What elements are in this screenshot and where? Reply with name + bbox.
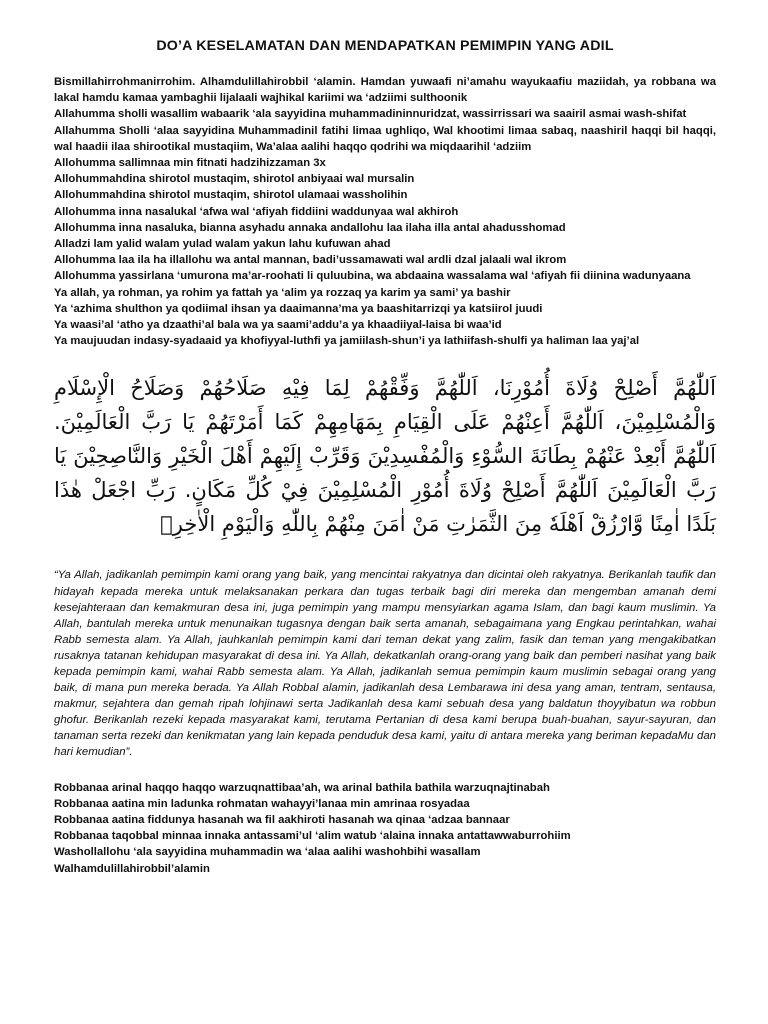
opening-prayers (54, 74, 716, 349)
closing-line: Robbanaa arinal haqqo haqqo warzuqnattibaa’ah, wa arinal bathila bathila warzuqnajtinabah (54, 781, 550, 794)
translation-paragraph: “Ya Allah, jadikanlah pemimpin kami orang yang baik, yang mencintai rakyatnya dan dicintai oleh rakyatnya. Berikanlah taufik dan hidayah kepada mereka untuk melaksanakan perkara dan tugas terbaik bagi diri mereka dan mengemban amanah demi kesejahteraan dan kemakmuran desa ini, juga pemimpin yang mampu mensyiarkan agama Islam, dan bagi kaum muslimin. Ya Allah, bantulah mereka untuk menunaikan tugasnya dengan baik serta amanah, sebagaimana yang Engkau perintahkan, wahai Rabb semesta alam. Ya Allah, jauhkanlah pemimpin kami dari teman dekat yang zalim, fasik dan teman yang mengakibatkan rusaknya tatanan kehidupan masyarakat di desa ini. Ya Allah, dekatkanlah orang-orang yang baik dan pemberi nasihat yang baik kepada pemimpin kami, wahai Rabb semesta alam. Ya Allah, jadikanlah semua pemimpin kaum muslimin sebagai orang yang baik, di mana pun mereka berada. Ya Allah Robbal alamin, jadikanlah desa Lembarawa ini desa yang aman, tentram, sentausa, makmur, sejahtera dan gemah ripah lohjinawi serta Jadikanlah desa kami sebuah desa yang baldatun thoyyibatun wa robbun ghofur. Berikanlah rezeki kepada masyarakat kami, terutama Pertanian di desa kami berupa buah-buahan, sayur-sayuran, dan tanaman serta rezeki dan kenikmatan yang lain kepada penduduk desa kami, yaitu di antara mereka yang beriman kepadaMu dan hari kemudian”. (54, 569, 716, 759)
closing-prayers (54, 780, 716, 877)
prayer-line: Ya maujuudan indasy-syadaaid ya khofiyyal-luthfi ya jamiilash-shun’i ya lathiifash-shulfi ya haliman laa yaj’al (54, 335, 640, 348)
prayer-line: Ya waasi’al ‘atho ya dzaathi’al bala wa ya saami’addu’a ya khaadiiyal-laisa bi waa’id (54, 319, 502, 332)
prayer-line: Allohumma inna nasaluka, bianna asyhadu annaka andallohu laa ilaha illa antal ahadusshomad (54, 221, 566, 234)
prayer-line: Allohumma yassirlana ‘umurona ma’ar-roohati li quluubina, wa abdaaina wassalama wal ‘afiyah fii diinina wadunyaana (54, 270, 691, 283)
prayer-line: Allohumma inna nasalukal ‘afwa wal ‘afiyah fiddiini waddunyaa wal akhiroh (54, 205, 459, 218)
closing-line: Walhamdulillahirobbil’alamin (54, 862, 210, 875)
prayer-line: Bismillahirrohmanirrohim. Alhamdulillahirobbil ‘alamin. Hamdan yuwaafi ni’amahu wayukaafiu maziidah, ya robbana wa lakal hamdu kamaa yambaghii lijalaali wajhikal kariimi wa ‘adziimi sulthoonik (54, 76, 716, 105)
prayer-line: Ya ‘azhima shulthon ya qodiimal ihsan ya daaimanna’ma ya baashitarrizqi ya katsiirol juudi (54, 302, 543, 315)
arabic-prayer-text: اَللّٰهُمَّ أَصْلِحْ وُلَاةَ أُمُوْرِنَا، اَللّٰهُمَّ وَفِّقْهُمْ لِمَا فِيْهِ صَلَاحُهُمْ وَصَلَاحُ الْإِسْلَامِ وَالْمُسْلِمِيْنَ، اَللّٰهُمَّ أَعِنْهُمْ عَلَى الْقِيَامِ بِمَهَامِهِمْ كَمَا أَمَرْتَهُمْ يَا رَبَّ الْعَالَمِيْنَ. اَللّٰهُمَّ أَبْعِدْ عَنْهُمْ بِطَانَةَ السُّوْءِ وَالْمُفْسِدِيْنَ وَقَرِّبْ إِلَيْهِمْ أَهْلَ الْخَيْرِ وَالنَّاصِحِيْنَ يَا رَبَّ الْعَالَمِيْنَ اَللّٰهُمَّ أَصْلِحْ وُلَاةَ أُمُوْرِ الْمُسْلِمِيْنَ فِيْ كُلِّ مَكَانٍ. رَبِّ اجْعَلْ هٰذَا بَلَدًا اٰمِنًا وَّارْزُقْ اَهْلَهٗ مِنَ الثَّمَرٰتِ مَنْ اٰمَنَ مِنْهُمْ بِاللّٰهِ وَالْيَوْمِ الْاٰخِرِۗ (54, 376, 716, 537)
prayer-line: Allohummahdina shirotol mustaqim, shirotol anbiyaai wal mursalin (54, 173, 415, 186)
prayer-line: Allohumma sallimnaa min fitnati hadzihizzaman 3x (54, 157, 326, 170)
closing-line: Robbanaa taqobbal minnaa innaka antassami’ul ‘alim watub ‘alaina innaka antattawwaburrohiim (54, 830, 571, 843)
prayer-line: Allohumma laa ila ha illallohu wa antal mannan, badi’ussamawati wal ardli dzal jalaali wal ikrom (54, 254, 567, 267)
prayer-line: Ya allah, ya rohman, ya rohim ya fattah ya ‘alim ya rozzaq ya karim ya sami’ ya bashir (54, 286, 511, 299)
closing-line: Robbanaa aatina fiddunya hasanah wa fil aakhiroti hasanah wa qinaa ‘adzaa bannaar (54, 813, 510, 826)
closing-line: Washollallohu ‘ala sayyidina muhammadin wa ‘alaa aalihi washohbihi wasallam (54, 846, 481, 859)
prayer-line: Allahumma sholli wasallim wabaarik ‘ala sayyidina muhammadininnuridzat, wassirrissari wa saairil asmai wash-shifat (54, 108, 687, 121)
prayer-line: Allahumma Sholli ‘alaa sayyidina Muhammadinil fatihi limaa ughliqo, Wal khootimi limaa sabaq, naashiril haqqi bil haqqi, wal haadii ilaa shirootikal mustaqiim, Wa’alaa aalihi haqqo qodrihi wa miqdaarihil ‘adziim (54, 124, 716, 153)
prayer-line: Allohummahdina shirotol mustaqim, shirotol ulamaai wassholihin (54, 189, 408, 202)
closing-line: Robbanaa aatina min ladunka rohmatan wahayyi’lanaa min amrinaa rosyadaa (54, 797, 470, 810)
page-title: DO’A KESELAMATAN DAN MENDAPATKAN PEMIMPIN YANG ADIL (156, 38, 614, 54)
prayer-line: Alladzi lam yalid walam yulad walam yakun lahu kufuwan ahad (54, 238, 391, 251)
